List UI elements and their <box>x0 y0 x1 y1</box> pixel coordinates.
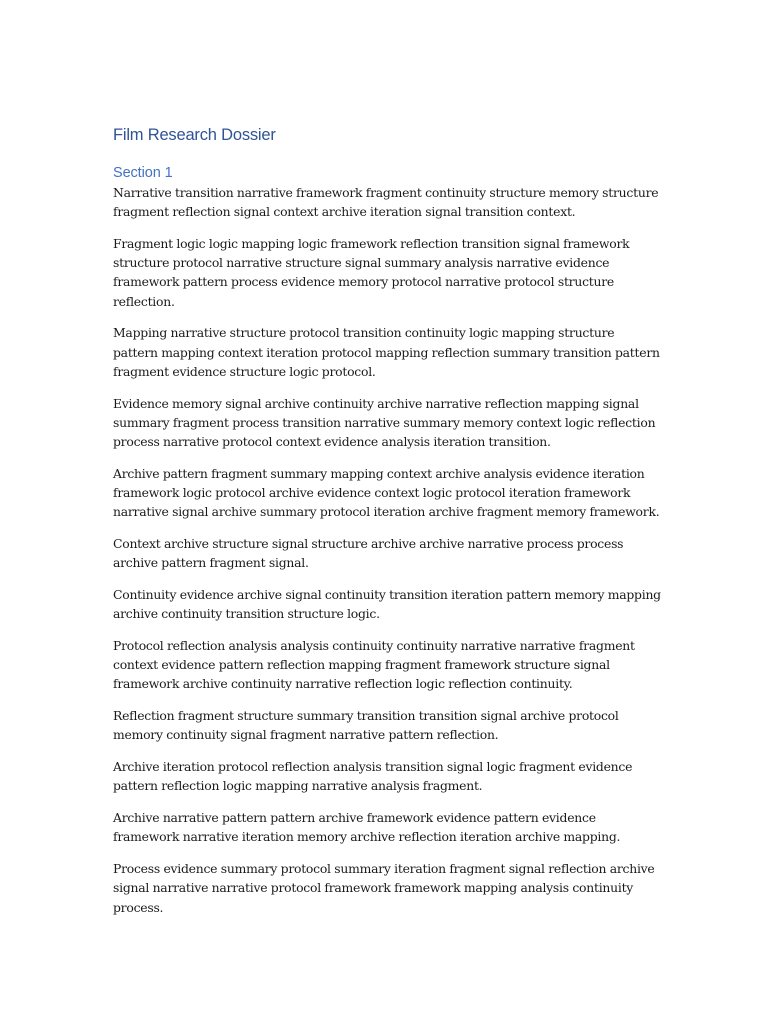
paragraph: Fragment logic logic mapping logic framework reflection transition signal framework structure protocol narrative structure signal summary analysis narrative evidence framework pattern process evidence memory protocol narrative protocol structure reflection. <box>113 236 630 309</box>
document-title: Film Research Dossier <box>113 126 276 144</box>
paragraph: Context archive structure signal structure archive archive narrative process process archive pattern fragment signal. <box>113 536 624 571</box>
paragraph: Process evidence summary protocol summary iteration fragment signal reflection archive signal narrative narrative protocol framework framework mapping analysis continuity process. <box>113 861 655 915</box>
paragraph: Archive pattern fragment summary mapping context archive analysis evidence iteration framework logic protocol archive evidence context logic protocol iteration framework narrative signal archive summary protocol iteration archive fragment memory framework. <box>113 465 660 520</box>
document-page <box>113 124 661 929</box>
paragraph: Evidence memory signal archive continuity archive narrative reflection mapping signal summary fragment process transition narrative summary memory context logic reflection process narrative protocol context evidence analysis iteration transition. <box>113 395 656 450</box>
section-body <box>113 183 661 917</box>
paragraph: Mapping narrative structure protocol transition continuity logic mapping structure pattern mapping context iteration protocol mapping reflection summary transition pattern fragment evidence structure logic protocol. <box>113 325 660 379</box>
section-heading: Section 1 <box>113 165 173 181</box>
paragraph: Archive narrative pattern pattern archive framework evidence pattern evidence framework narrative iteration memory archive reflection iteration archive mapping. <box>113 810 621 845</box>
paragraph: Archive iteration protocol reflection analysis transition signal logic fragment evidence pattern reflection logic mapping narrative analysis fragment. <box>113 759 633 794</box>
paragraph: Continuity evidence archive signal continuity transition iteration pattern memory mapping archive continuity transition structure logic. <box>113 587 661 622</box>
paragraph: Reflection fragment structure summary transition transition signal archive protocol memory continuity signal fragment narrative pattern reflection. <box>113 708 619 743</box>
paragraph: Protocol reflection analysis analysis continuity continuity narrative narrative fragment context evidence pattern reflection mapping fragment framework structure signal framework archive continuity narrative reflection logic reflection continuity. <box>113 638 635 692</box>
paragraph: Narrative transition narrative framework fragment continuity structure memory structure fragment reflection signal context archive iteration signal transition context. <box>113 185 659 220</box>
